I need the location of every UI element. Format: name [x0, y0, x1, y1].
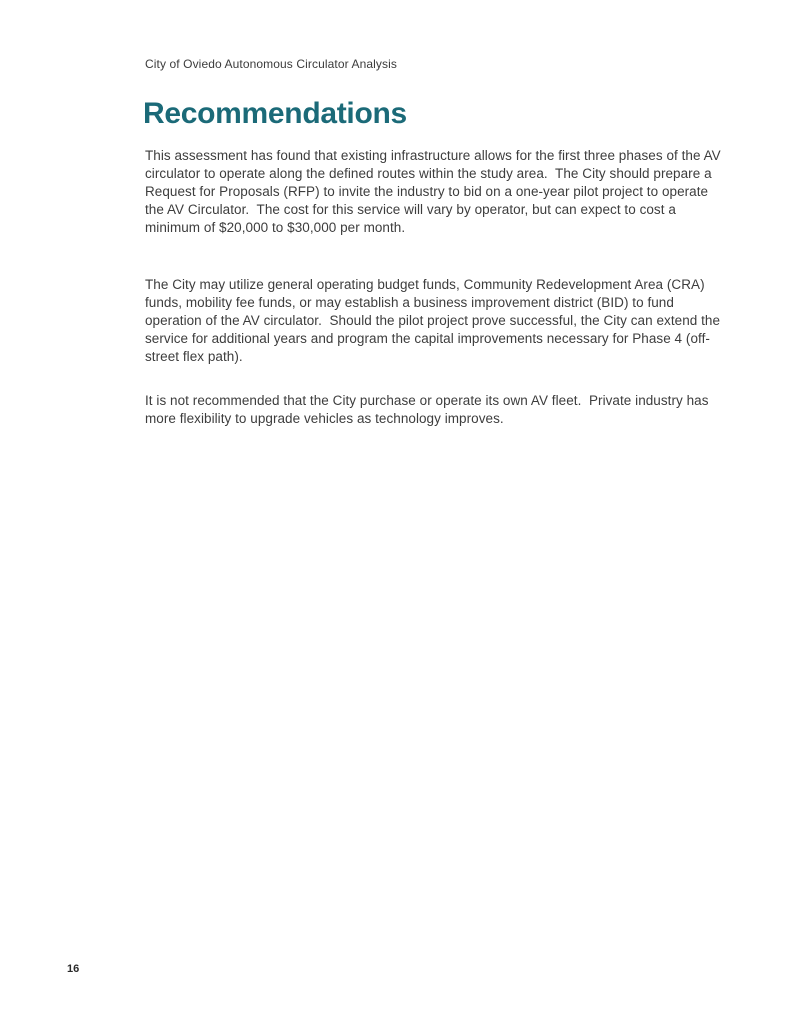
- page-title: Recommendations: [143, 97, 407, 130]
- body-paragraph-1: This assessment has found that existing infrastructure allows for the first three phases of the AV circulator to operate along the defined routes within the study area. The City should prepare a Request for Proposals (RFP) to invite the industry to bid on a one-year pilot project to operate the AV Circulator. The cost for this service will vary by operator, but can expect to cost a minimum of $20,000 to $30,000 per month.: [145, 148, 725, 235]
- body-paragraph-2: The City may utilize general operating budget funds, Community Redevelopment Area (CRA) funds, mobility fee funds, or may establish a business improvement district (BID) to fund operation of the AV circulator. Should the pilot project prove successful, the City can extend the service for additional years and program the capital improvements necessary for Phase 4 (off-street flex path).: [145, 277, 724, 364]
- page-number: 16: [67, 963, 80, 975]
- running-header: City of Oviedo Autonomous Circulator Analysis: [145, 57, 397, 71]
- body-paragraph-3: It is not recommended that the City purchase or operate its own AV fleet. Private industry has more flexibility to upgrade vehicles as technology improves.: [145, 393, 713, 426]
